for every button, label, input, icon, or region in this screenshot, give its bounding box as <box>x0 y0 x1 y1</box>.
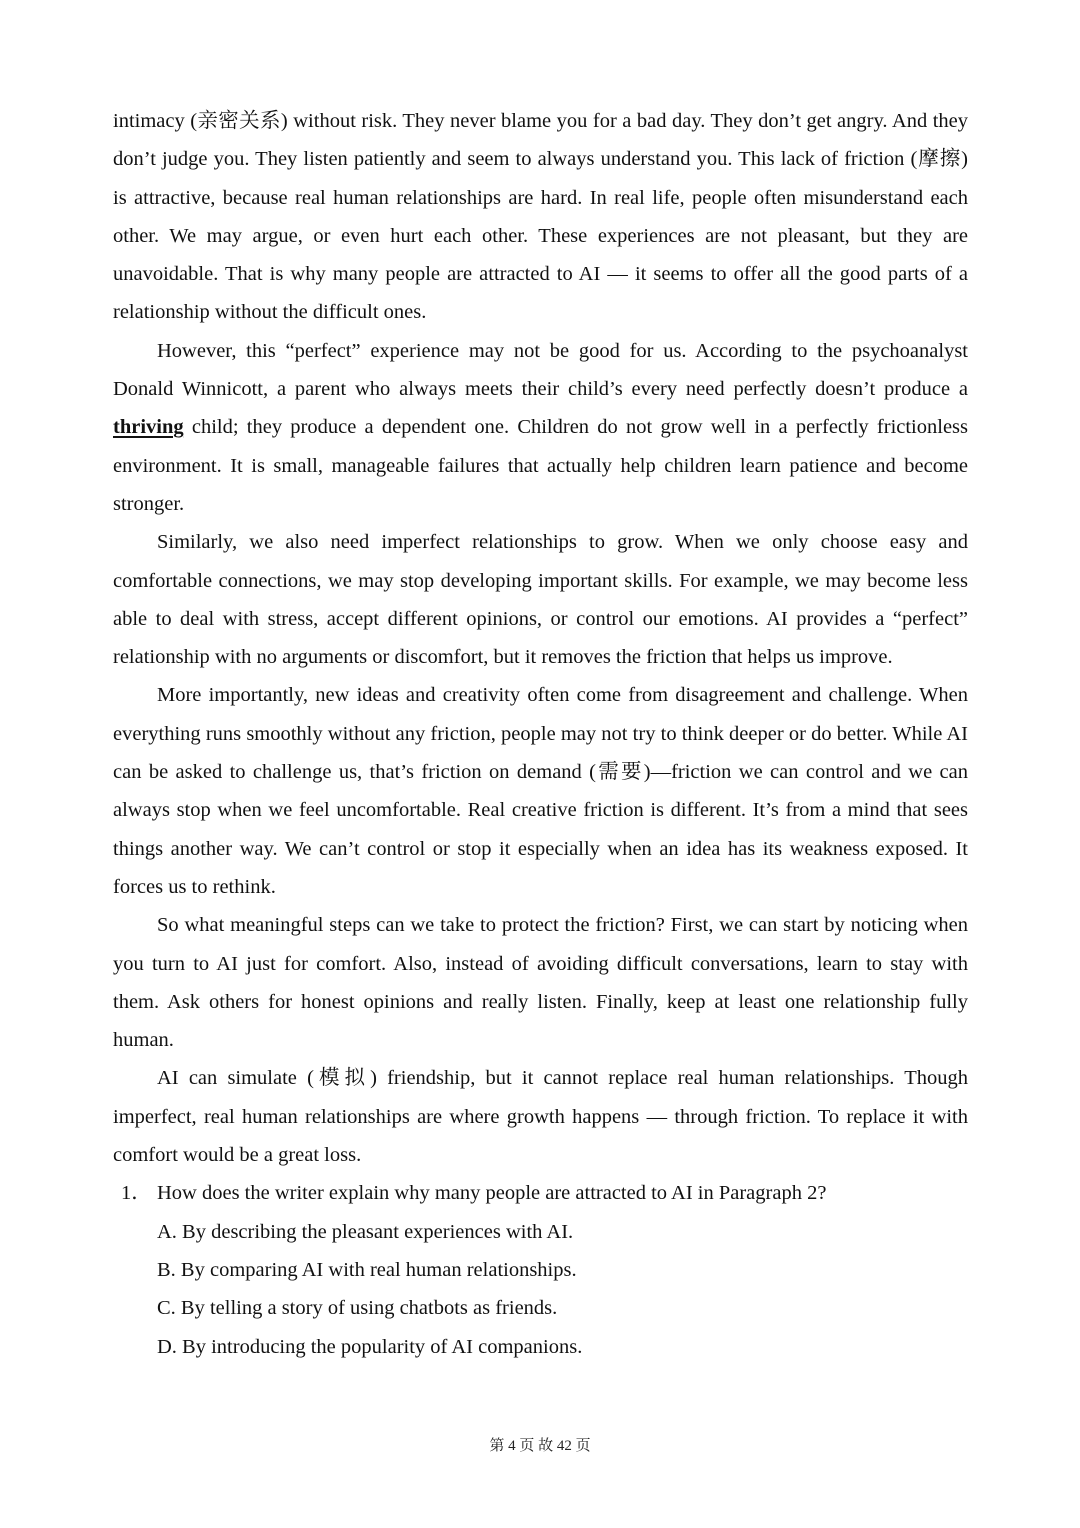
option-c: C. By telling a story of using chatbots as friends. <box>157 1297 558 1320</box>
paragraph-6: AI can simulate (模拟) friendship, but it cannot replace real human relationships. Though imperfect, real human relationships are where growth happens — through friction. To replace it with comfort would be a great loss. <box>113 1067 968 1167</box>
option-d: D. By introducing the popularity of AI companions. <box>157 1335 583 1358</box>
option-a: A. By describing the pleasant experiences with AI. <box>157 1220 574 1243</box>
paragraph-4: More importantly, new ideas and creativity often come from disagreement and challenge. When everything runs smoothly without any friction, people may not try to think deeper or do better. While AI can be asked to challenge us, that’s friction on demand (需要)—friction we can control and we can always stop when we feel uncomfortable. Real creative friction is different. It’s from a mind that sees things another way. We can’t control or stop it especially when an idea has its weakness exposed. It forces us to rethink. <box>113 684 968 898</box>
page-footer: 第 4 页 故 42 页 <box>489 1438 591 1454</box>
paragraph-2-text-before: However, this “perfect” experience may not be good for us. According to the psychoanalyst Donald Winnicott, a parent who always meets their child’s every need perfectly doesn’t produce a <box>113 339 968 401</box>
question-number: 1． <box>121 1182 152 1205</box>
paragraph-2-text-after: child; they produce a dependent one. Children do not grow well in a perfectly frictionless environment. It is small, manageable failures that actually help children learn patience and become stronger. <box>113 416 968 515</box>
question-text: How does the writer explain why many people are attracted to AI in Paragraph 2? <box>157 1182 827 1205</box>
document-page <box>113 102 968 1366</box>
paragraph-5: So what meaningful steps can we take to protect the friction? First, we can start by noticing when you turn to AI just for comfort. Also, instead of avoiding difficult conversations, learn to stay with them. Ask others for honest opinions and really listen. Finally, keep at least one relationship fully human. <box>113 914 968 1052</box>
paragraph-2 <box>113 332 968 523</box>
paragraph-1: intimacy (亲密关系) without risk. They never blame you for a bad day. They don’t get angry. And they don’t judge you. They listen patiently and seem to always understand you. This lack of friction (摩擦) is attractive, because real human relationships are hard. In real life, people often misunderstand each other. We may argue, or even hurt each other. These experiences are not pleasant, but they are unavoidable. That is why many people are attracted to AI — it seems to offer all the good parts of a relationship without the difficult ones. <box>113 110 968 324</box>
paragraph-3: Similarly, we also need imperfect relationships to grow. When we only choose easy and comfortable connections, we may stop developing important skills. For example, we may become less able to deal with stress, accept different opinions, or control our emotions. AI provides a “perfect” relationship with no arguments or discomfort, but it removes the friction that helps us improve. <box>113 531 968 669</box>
option-b: B. By comparing AI with real human relationships. <box>157 1258 577 1281</box>
question-1 <box>113 1174 968 1212</box>
keyword-thriving: thriving <box>113 416 184 439</box>
